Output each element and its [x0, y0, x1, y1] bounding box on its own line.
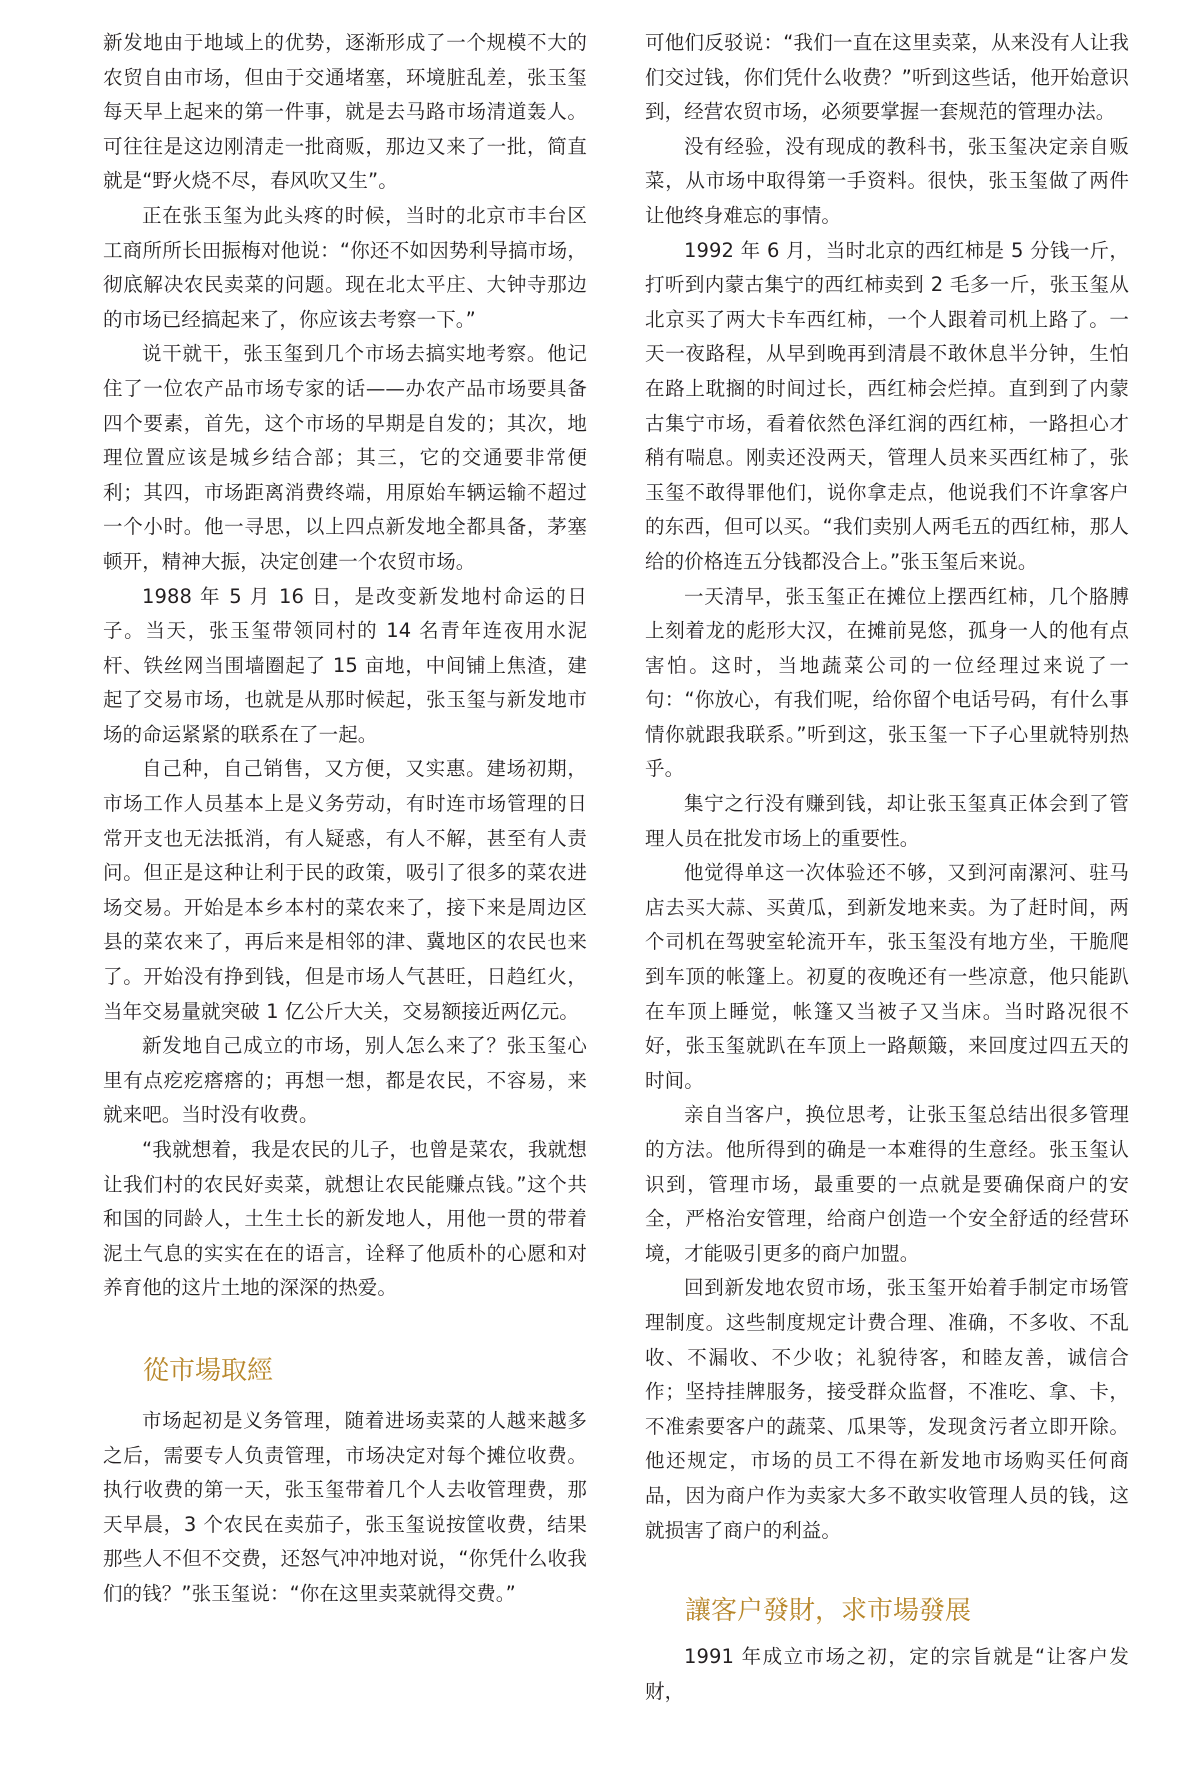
paragraph: 正在张玉玺为此头疼的时候，当时的北京市丰台区工商所所长田振梅对他说：“你还不如因势利导搞市场，彻底解决农民卖菜的问题。现在北太平庄、大钟寺那边的市场已经搞起来了，你应该去考察一下。”: [103, 203, 587, 331]
section-heading: 讓客户發財，求市場發展: [685, 1596, 972, 1627]
paragraph: 一天清早，张玉玺正在摊位上摆西红柿，几个胳膊上刻着龙的彪形大汉，在摊前晃悠，孤身一人的他有点害怕。这时，当地蔬菜公司的一位经理过来说了一句：“你放心，有我们呢，给你留个电话号码，有什么事情你就跟我联系。”听到这，张玉玺一下子心里就特别热乎。: [645, 584, 1129, 781]
paragraph: 1988 年 5 月 16 日，是改变新发地村命运的日子。当天，张玉玺带领同村的 14 名青年连夜用水泥杆、铁丝网当围墙圈起了 15 亩地，中间铺上焦渣，建起了交易市场，也就是从那时候起，张玉玺与新发地市场的命运紧紧的联系在了一起。: [103, 584, 587, 746]
right-column: [645, 26, 1129, 1709]
paragraph: 说干就干，张玉玺到几个市场去搞实地考察。他记住了一位农产品市场专家的话——办农产品市场要具备四个要素，首先，这个市场的早期是自发的；其次，地理位置应该是城乡结合部；其三，它的交通要非常便利；其四，市场距离消费终端，用原始车辆运输不超过一个小时。他一寻思，以上四点新发地全都具备，茅塞顿开，精神大振，决定创建一个农贸市场。: [103, 342, 587, 573]
left-column: [103, 26, 587, 1612]
paragraph: 市场起初是义务管理，随着进场卖菜的人越来越多之后，需要专人负责管理，市场决定对每个摊位收费。执行收费的第一天，张玉玺带着几个人去收管理费，那天早晨，3 个农民在卖茄子，张玉玺说按筐收费，结果那些人不但不交费，还怒气冲冲地对说，“你凭什么收我们的钱？”张玉玺说：“你在这里卖菜就得交费。”: [103, 1408, 587, 1605]
paragraph: 他觉得单这一次体验还不够，又到河南漯河、驻马店去买大蒜、买黄瓜，到新发地来卖。为了赶时间，两个司机在驾驶室轮流开车，张玉玺没有地方坐，干脆爬到车顶的帐篷上。初夏的夜晚还有一些凉意，他只能趴在车顶上睡觉，帐篷又当被子又当床。当时路况很不好，张玉玺就趴在车顶上一路颠簸，来回度过四五天的时间。: [645, 861, 1129, 1092]
section-heading: 從市場取經: [143, 1355, 274, 1386]
paragraph: 亲自当客户，换位思考，让张玉玺总结出很多管理的方法。他所得到的确是一本难得的生意经。张玉玺认识到，管理市场，最重要的一点就是要确保商户的安全，严格治安管理，给商户创造一个安全舒适的经营环境，才能吸引更多的商户加盟。: [645, 1103, 1129, 1265]
paragraph: 自己种，自己销售，又方便，又实惠。建场初期，市场工作人员基本上是义务劳动，有时连市场管理的日常开支也无法抵消，有人疑惑，有人不解，甚至有人责问。但正是这种让利于民的政策，吸引了很多的菜农进场交易。开始是本乡本村的菜农来了，接下来是周边区县的菜农来了，再后来是相邻的津、冀地区的农民也来了。开始没有挣到钱，但是市场人气甚旺，日趋红火，当年交易量就突破 1 亿公斤大关，交易额接近两亿元。: [103, 757, 587, 1023]
paragraph: 新发地由于地域上的优势，逐渐形成了一个规模不大的农贸自由市场，但由于交通堵塞，环境脏乱差，张玉玺每天早上起来的第一件事，就是去马路市场清道轰人。可往往是这边刚清走一批商贩，那边又来了一批，简直就是“野火烧不尽，春风吹又生”。: [103, 31, 587, 193]
paragraph: 集宁之行没有赚到钱，却让张玉玺真正体会到了管理人员在批发市场上的重要性。: [645, 792, 1129, 850]
paragraph: 1991 年成立市场之初，定的宗旨就是“让客户发财，: [645, 1645, 1129, 1703]
paragraph: 新发地自己成立的市场，别人怎么来了？张玉玺心里有点疙疙瘩瘩的；再想一想，都是农民，不容易，来就来吧。当时没有收费。: [103, 1034, 587, 1127]
paragraph: 回到新发地农贸市场，张玉玺开始着手制定市场管理制度。这些制度规定计费合理、准确，不多收、不乱收、不漏收、不少收；礼貌待客，和睦友善，诚信合作；坚持挂牌服务，接受群众监督，不准吃、拿、卡，不准索要客户的蔬菜、瓜果等，发现贪污者立即开除。他还规定，市场的员工不得在新发地市场购买任何商品，因为商户作为卖家大多不敢实收管理人员的钱，这就损害了商户的利益。: [645, 1276, 1129, 1542]
paragraph: 可他们反驳说：“我们一直在这里卖菜，从来没有人让我们交过钱，你们凭什么收费？”听到这些话，他开始意识到，经营农贸市场，必须要掌握一套规范的管理办法。: [645, 31, 1129, 124]
paragraph: 没有经验，没有现成的教科书，张玉玺决定亲自贩菜，从市场中取得第一手资料。很快，张玉玺做了两件让他终身难忘的事情。: [645, 134, 1129, 227]
paragraph: “我就想着，我是农民的儿子，也曾是菜农，我就想让我们村的农民好卖菜，就想让农民能赚点钱。”这个共和国的同龄人，土生土长的新发地人，用他一贯的带着泥土气息的实实在在的语言，诠释了他质朴的心愿和对养育他的这片土地的深深的热爱。: [103, 1138, 587, 1300]
paragraph: 1992 年 6 月，当时北京的西红柿是 5 分钱一斤，打听到内蒙古集宁的西红柿卖到 2 毛多一斤，张玉玺从北京买了两大卡车西红柿，一个人跟着司机上路了。一天一夜路程，从早到晚再到清晨不敢休息半分钟，生怕在路上耽搁的时间过长，西红柿会烂掉。直到到了内蒙古集宁市场，看着依然色泽红润的西红柿，一路担心才稍有喘息。刚卖还没两天，管理人员来买西红柿了，张玉玺不敢得罪他们，说你拿走点，他说我们不许拿客户的东西，但可以买。“我们卖别人两毛五的西红柿，那人给的价格连五分钱都没合上。”张玉玺后来说。: [645, 238, 1129, 573]
